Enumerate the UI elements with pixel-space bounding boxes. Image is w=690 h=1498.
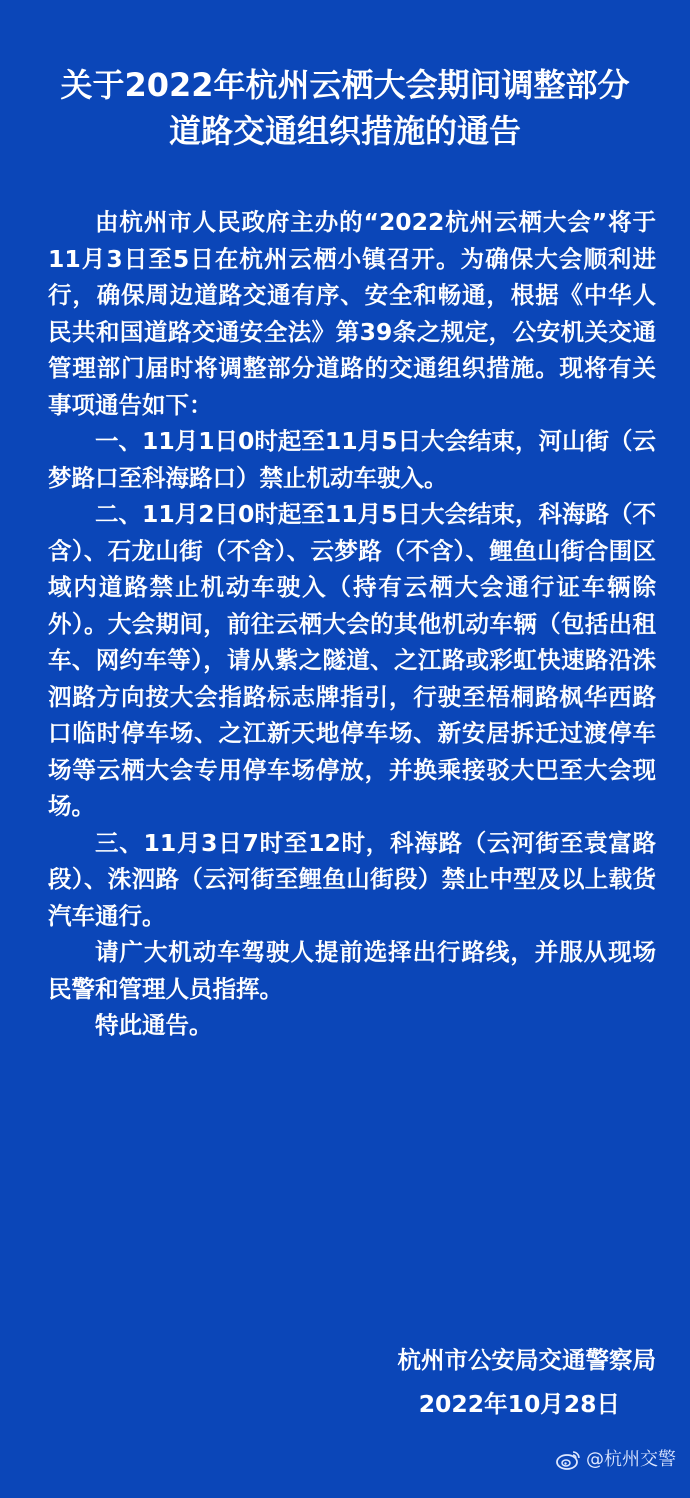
paragraph-item-2: 二、11月2日0时起至11月5日大会结束，科海路（不含）、石龙山街（不含）、云梦路（不含）、鲤鱼山街合围区域内道路禁止机动车驶入（持有云栖大会通行证车辆除外）。大会期间，前往云栖大会的其他机动车辆（包括出租车、网约车等），请从紫之隧道、之江路或彩虹快速路沿洙泗路方向按大会指路标志牌指引，行驶至梧桐路枫华西路口临时停车场、之江新天地停车场、新安居拆迁过渡停车场等云栖大会专用停车场停放，并换乘接驳大巴至大会现场。	[48, 500, 656, 820]
paragraph-item-3: 三、11月3日7时至12时，科海路（云河街至袁富路段）、洙泗路（云河街至鲤鱼山街段）禁止中型及以上载货汽车通行。	[48, 828, 656, 930]
notice-title	[0, 62, 690, 154]
watermark-text: @杭州交警	[586, 1449, 676, 1470]
title-line-2: 道路交通组织措施的通告	[168, 112, 521, 150]
paragraph-intro: 由杭州市人民政府主办的“2022杭州云栖大会”将于11月3日至5日在杭州云栖小镇召开。为确保大会顺利进行，确保周边道路交通有序、安全和畅通，根据《中华人民共和国道路交通安全法》第39条之规定，公安机关交通管理部门届时将调整部分道路的交通组织措施。现将有关事项通告如下：	[48, 208, 656, 419]
issue-date: 2022年10月28日	[418, 1390, 620, 1418]
signature-block	[398, 1338, 657, 1426]
paragraph-item-1: 一、11月1日0时起至11月5日大会结束，河山街（云梦路口至科海路口）禁止机动车驶入。	[48, 427, 656, 492]
weibo-icon	[556, 1449, 582, 1471]
issuer: 杭州市公安局交通警察局	[397, 1346, 656, 1374]
notice-body	[48, 204, 656, 1044]
title-line-1: 关于2022年杭州云栖大会期间调整部分	[60, 66, 630, 104]
watermark	[556, 1448, 676, 1472]
paragraph-closing: 特此通告。	[95, 1011, 213, 1039]
paragraph-request: 请广大机动车驾驶人提前选择出行路线，并服从现场民警和管理人员指挥。	[48, 938, 656, 1003]
